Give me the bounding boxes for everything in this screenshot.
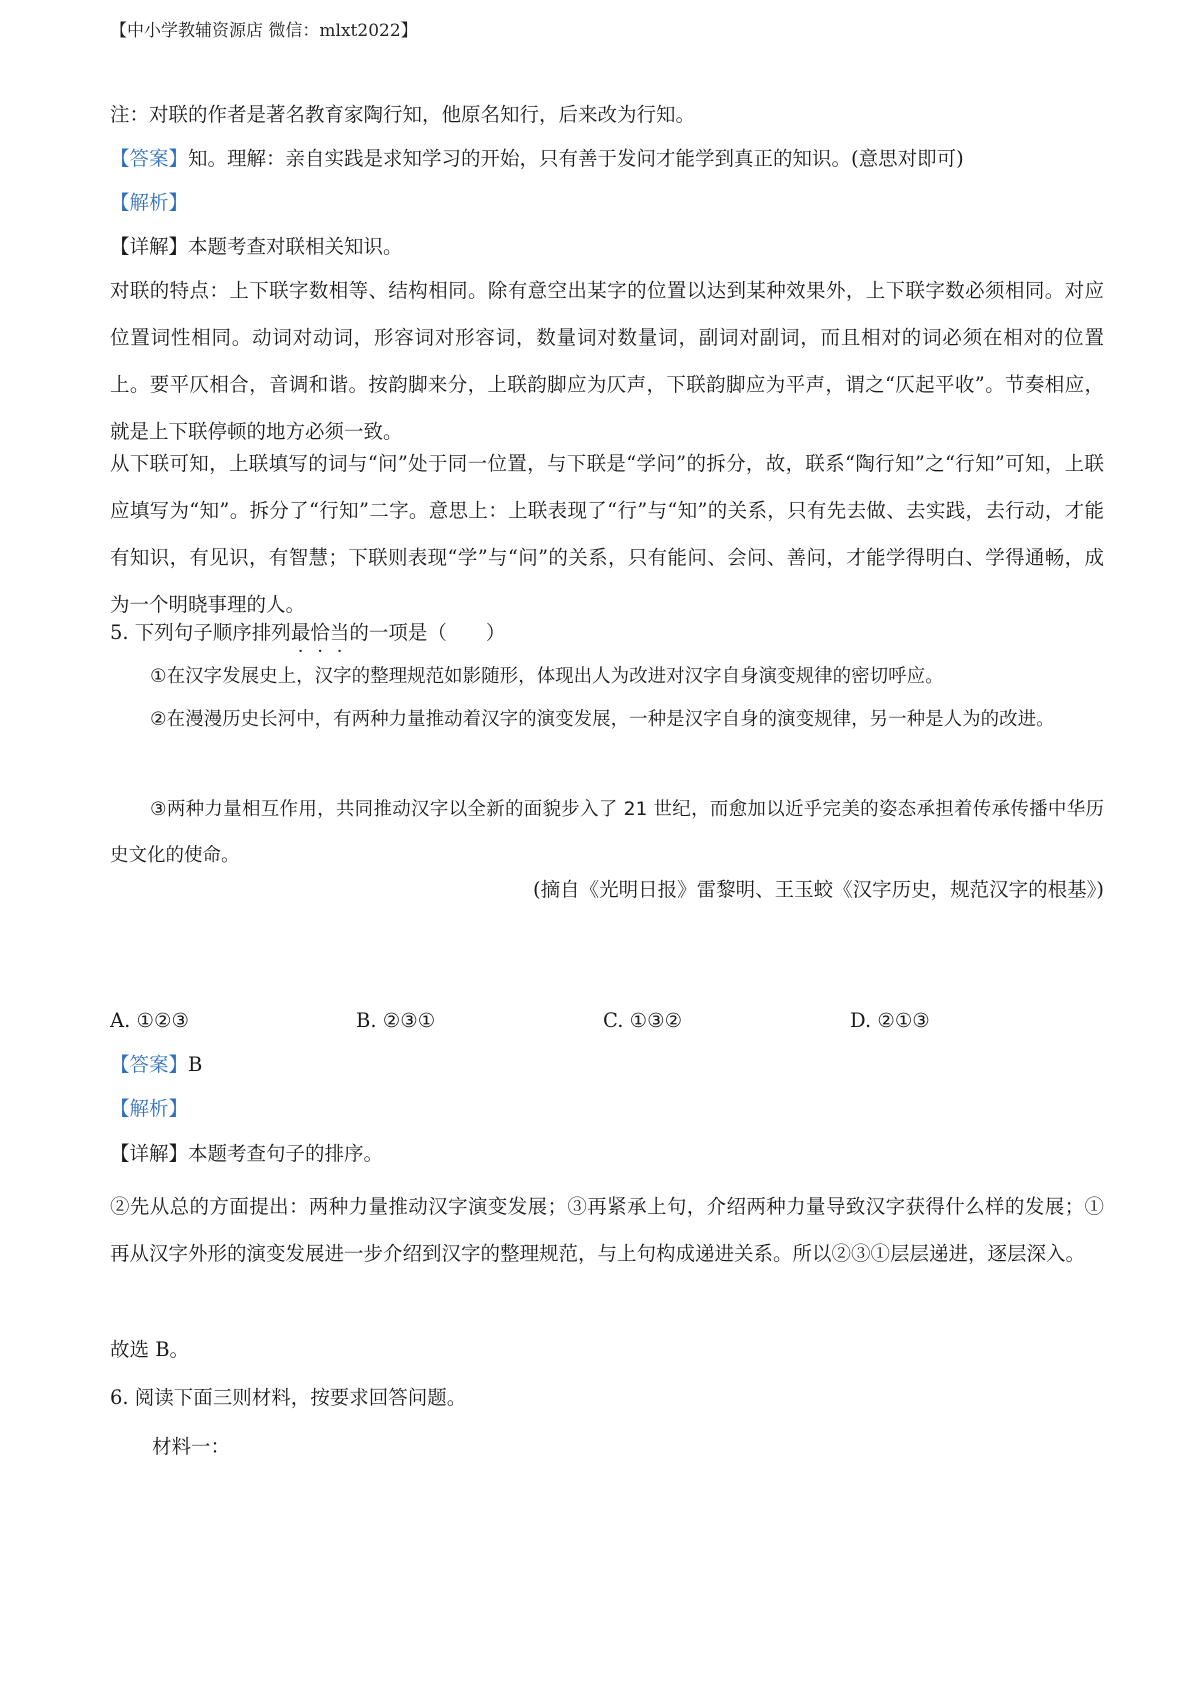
detail-tag: 【详解】 xyxy=(110,1142,189,1165)
q5-detail-line xyxy=(110,1130,1104,1177)
q5-analysis-tag: 【解析】 xyxy=(110,1097,189,1120)
q4-detail-line xyxy=(110,223,1104,270)
q6-stem: 6. 阅读下面三则材料，按要求回答问题。 xyxy=(110,1386,467,1409)
q4-analysis-tag: 【解析】 xyxy=(110,191,189,214)
detail-tag: 【详解】 xyxy=(110,235,189,258)
q5-choice-a: A. ①②③ xyxy=(110,1009,189,1032)
q5-emphasis-char: 最 xyxy=(290,621,311,644)
q5-answer-text: B xyxy=(188,1053,203,1076)
q4-answer-text: 知。理解：亲自实践是求知学习的开始，只有善于发问才能学到真正的知识。(意思对即可) xyxy=(188,147,964,170)
q5-explanation: ②先从总的方面提出：两种力量推动汉字演变发展；③再紧承上句，介绍两种力量导致汉字获得什么样的发展；①再从汉字外形的演变发展进一步介绍到汉字的整理规范，与上句构成递进关系。所以②③①层层递进，逐层深入。 xyxy=(110,1195,1104,1265)
watermark-header: 【中小学教辅资源店 微信：mlxt2022】 xyxy=(110,21,418,41)
q5-emphasis-char: 恰 xyxy=(310,621,330,644)
q4-answer-line xyxy=(110,135,1104,182)
q5-answer-line xyxy=(110,1041,1104,1088)
q5-stem-suffix: 的一项是（ ） xyxy=(349,621,506,644)
q5-conclusion: 故选 B。 xyxy=(110,1338,190,1361)
q5-stem-prefix: 5. 下列句子顺序排列 xyxy=(110,621,291,644)
q5-choice-c: C. ①③② xyxy=(603,1009,683,1032)
q4-explanation: 从下联可知，上联填写的词与“问”处于同一位置，与下联是“学问”的拆分，故，联系“陶行知”之“行知”可知，上联应填写为“知”。拆分了“行知”二字。意思上：上联表现了“行”与“知”的关系，只有先去做、去实践，去行动，才能有知识，有见识，有智慧；下联则表现“学”与“问”的关系，只有能问、会问、善问，才能学得明白、学得通畅，成为一个明晓事理的人。 xyxy=(110,452,1104,616)
q5-sentence-3: ③两种力量相互作用，共同推动汉字以全新的面貌步入了 21 世纪，而愈加以近乎完美的姿态承担着传承传播中华历史文化的使命。 xyxy=(110,799,1104,866)
q5-emphasis-char: 当 xyxy=(329,621,350,644)
q5-detail-text: 本题考查句子的排序。 xyxy=(188,1142,384,1165)
q4-note: 注：对联的作者是著名教育家陶行知，他原名知行，后来改为行知。 xyxy=(110,103,696,126)
answer-tag: 【答案】 xyxy=(110,147,189,170)
q5-choice-b: B. ②③① xyxy=(356,1009,436,1032)
q6-material-label: 材料一： xyxy=(152,1435,231,1458)
q5-sentence-1: ①在汉字发展史上，汉字的整理规范如影随形，体现出人为改进对汉字自身演变规律的密切呼应。 xyxy=(150,666,944,687)
q5-sentence-2: ②在漫漫历史长河中，有两种力量推动着汉字的演变发展，一种是汉字自身的演变规律，另一种是人为的改进。 xyxy=(150,709,1055,730)
q4-couplet-features: 对联的特点：上下联字数相等、结构相同。除有意空出某字的位置以达到某种效果外，上下联字数必须相同。对应位置词性相同。动词对动词，形容词对形容词，数量词对数量词，副词对副词，而且相对的词必须在相对的位置上。要平仄相合，音调和谐。按韵脚来分，上联韵脚应为仄声，下联韵脚应为平声，谓之“仄起平收”。节奏相应，就是上下联停顿的地方必须一致。 xyxy=(110,279,1104,443)
q5-choice-d: D. ②①③ xyxy=(850,1009,930,1032)
q5-stem xyxy=(110,609,1104,656)
q4-detail-text: 本题考查对联相关知识。 xyxy=(188,235,403,258)
q5-source: (摘自《光明日报》雷黎明、王玉蛟《汉字历史，规范汉字的根基》) xyxy=(533,878,1104,901)
answer-tag: 【答案】 xyxy=(110,1053,189,1076)
